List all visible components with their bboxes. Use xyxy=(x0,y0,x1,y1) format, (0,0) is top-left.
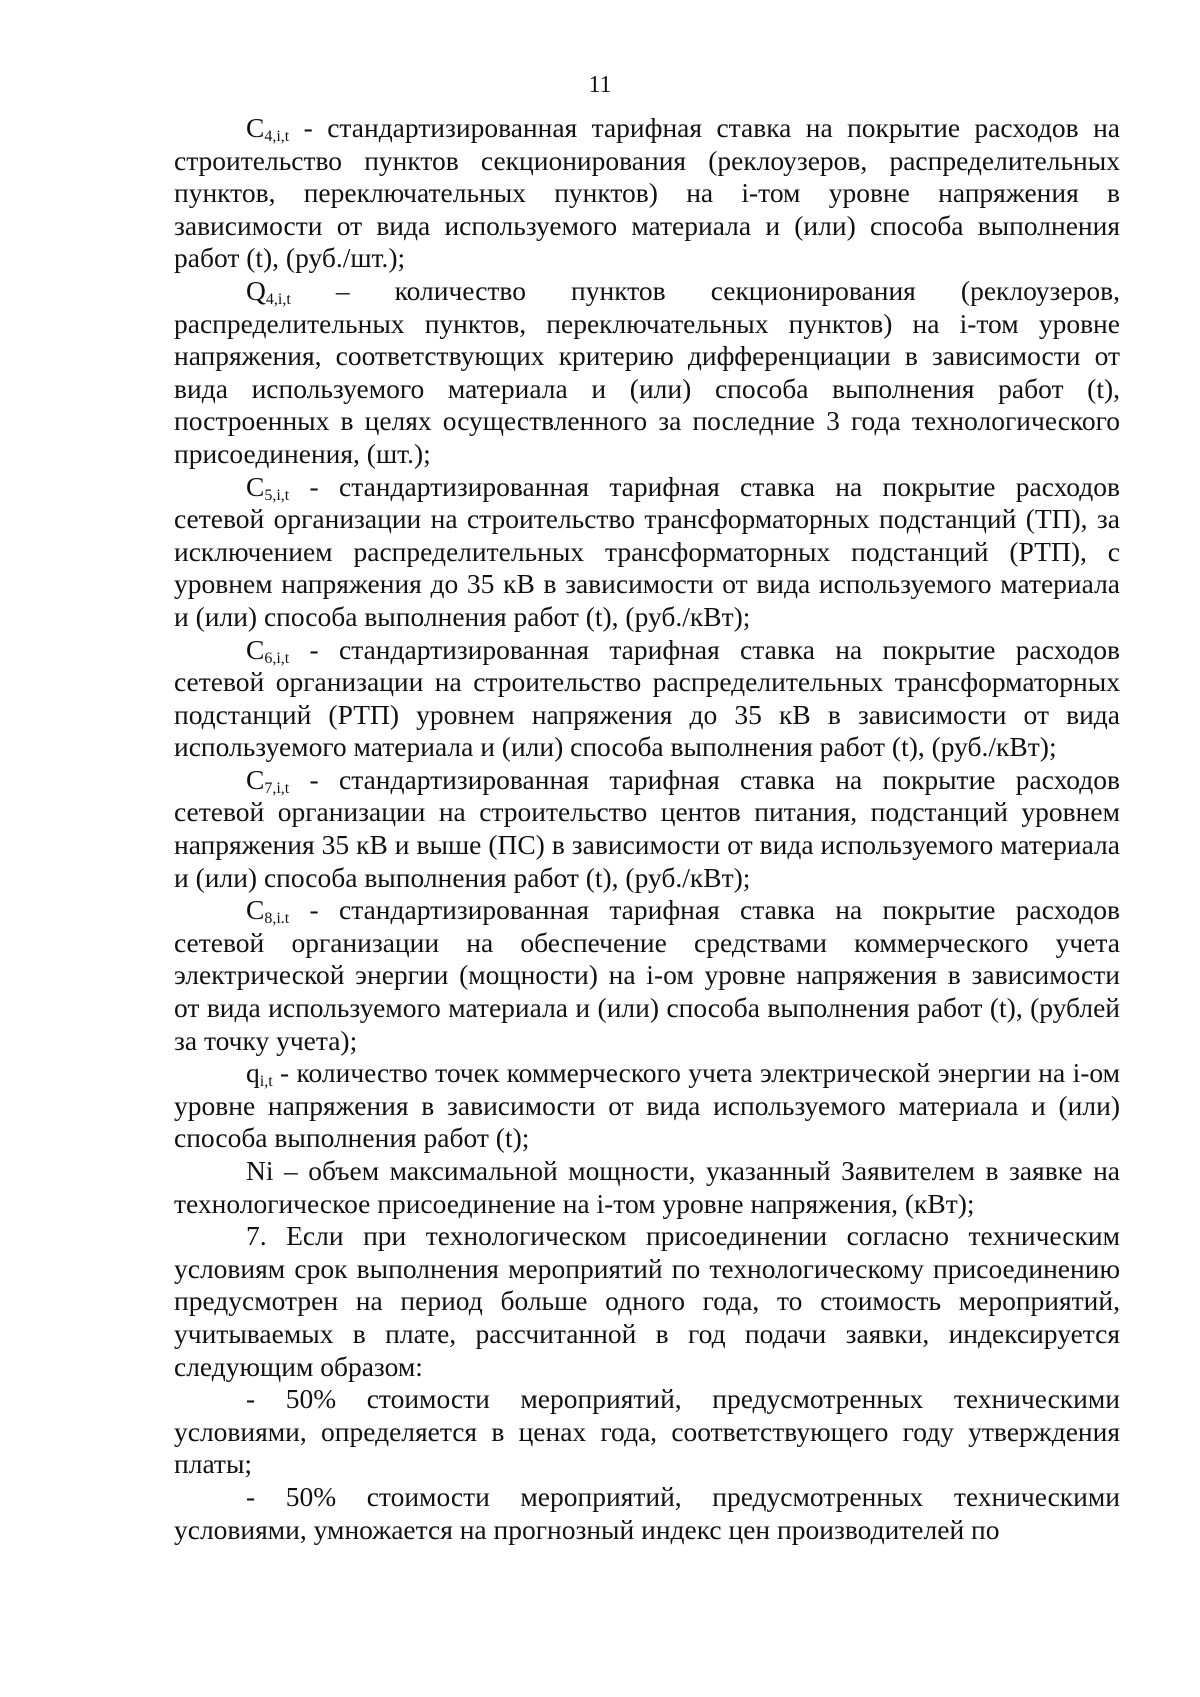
symbol-subscript: i,t xyxy=(259,1073,273,1091)
definition-text: – количество пунктов секционирования (реклоузеров, распределительных пунктов, переключательных пунктов) на i-том уровне напряжения, соответствующих критерию дифференциации в зависимости от вида используемого материала и (или) способа выполнения работ (t), построенных в целях осуществленного за последние 3 года технологического присоединения, (шт.); xyxy=(174,274,1120,469)
symbol-subscript: 6,i,t xyxy=(264,649,290,667)
symbol xyxy=(246,894,290,928)
symbol-base: C xyxy=(246,894,265,926)
symbol-base: C xyxy=(246,470,265,502)
definition-text: – объем максимальной мощности, указанный Заявителем в заявке на технологическое присоединение на i-том уровне напряжения, (кВт); xyxy=(174,1155,1120,1219)
definition-c5 xyxy=(174,471,1120,634)
list-item-second-half: - 50% стоимости мероприятий, предусмотренных техническими условиями, умножается на прогнозный индекс цен производителей по xyxy=(174,1480,1120,1545)
definition-text: - стандартизированная тарифная ставка на покрытие расходов сетевой организации на строительство центов питания, подстанций уровнем напряжения 35 кВ и выше (ПС) в зависимости от вида используемого материала и (или) способа выполнения работ (t), (руб./кВт); xyxy=(174,763,1120,893)
symbol-base: C xyxy=(246,112,265,143)
symbol-base: C xyxy=(246,763,265,795)
symbol xyxy=(246,275,291,306)
symbol-subscript: 4,i,t xyxy=(264,128,290,145)
symbol xyxy=(246,1155,274,1186)
symbol-base: q xyxy=(246,1057,260,1089)
definition-text: - количество точек коммерческого учета электрической энергии на i-ом уровне напряжения в зависимости от вида используемого материала и (или) способа выполнения работ (t); xyxy=(174,1057,1120,1154)
definition-c6 xyxy=(174,634,1120,764)
clause-7: 7. Если при технологическом присоединении согласно техническим условиям срок выполнения мероприятий по технологическому присоединению предусмотрен на период больше одного года, то стоимость мероприятий, учитываемых в плате, рассчитанной в год подачи заявки, индексируется следующим образом: xyxy=(174,1220,1120,1382)
symbol-base: C xyxy=(246,633,265,665)
symbol xyxy=(246,471,289,502)
definition-c7 xyxy=(174,764,1120,894)
page-number: 11 xyxy=(588,72,612,98)
symbol-subscript: 4,i,t xyxy=(265,290,291,308)
definition-text: - стандартизированная тарифная ставка на покрытие расходов сетевой организации на строительство распределительных трансформаторных подстанций (РТП) уровнем напряжения до 35 кВ в зависимости от вида используемого материала и (или) способа выполнения работ (t), (руб./кВт); xyxy=(174,633,1120,763)
definition-c4 xyxy=(174,112,1120,275)
symbol-base: Q xyxy=(246,274,266,306)
symbol-subscript: 7,i,t xyxy=(264,779,290,797)
definition-ni xyxy=(174,1155,1120,1220)
symbol xyxy=(246,764,289,795)
definition-text: - стандартизированная тарифная ставка на покрытие расходов сетевой организации на строительство трансформаторных подстанций (ТП), за исключением распределительных трансформаторных подстанций (РТП), с уровнем напряжения до 35 кВ в зависимости от вида используемого материала и (или) способа выполнения работ (t), (руб./кВт); xyxy=(174,470,1120,632)
symbol xyxy=(246,1057,273,1091)
symbol xyxy=(246,634,289,665)
document-body xyxy=(174,112,1120,1546)
symbol-subscript: 8,i.t xyxy=(264,910,290,928)
definition-text: - стандартизированная тарифная ставка на покрытие расходов сетевой организации на обеспечение средствами коммерческого учета электрической энергии (мощности) на i-ом уровне напряжения в зависимости от вида используемого материала и (или) способа выполнения работ (t), (рублей за точку учета); xyxy=(174,894,1120,1056)
definition-q xyxy=(174,1057,1120,1155)
definition-q4 xyxy=(174,275,1120,471)
definition-c8 xyxy=(174,894,1120,1057)
symbol xyxy=(246,112,289,143)
symbol-base: Ni xyxy=(246,1155,274,1186)
definition-text: - стандартизированная тарифная ставка на покрытие расходов на строительство пунктов секционирования (реклоузеров, распределительных пунктов, переключательных пунктов) на i-том уровне напряжения в зависимости от вида используемого материала и (или) способа выполнения работ (t), (руб./шт.); xyxy=(174,112,1120,274)
symbol-subscript: 5,i,t xyxy=(264,486,290,504)
list-item-first-half: - 50% стоимости мероприятий, предусмотренных техническими условиями, определяется в ценах года, соответствующего году утверждения платы; xyxy=(174,1383,1120,1480)
